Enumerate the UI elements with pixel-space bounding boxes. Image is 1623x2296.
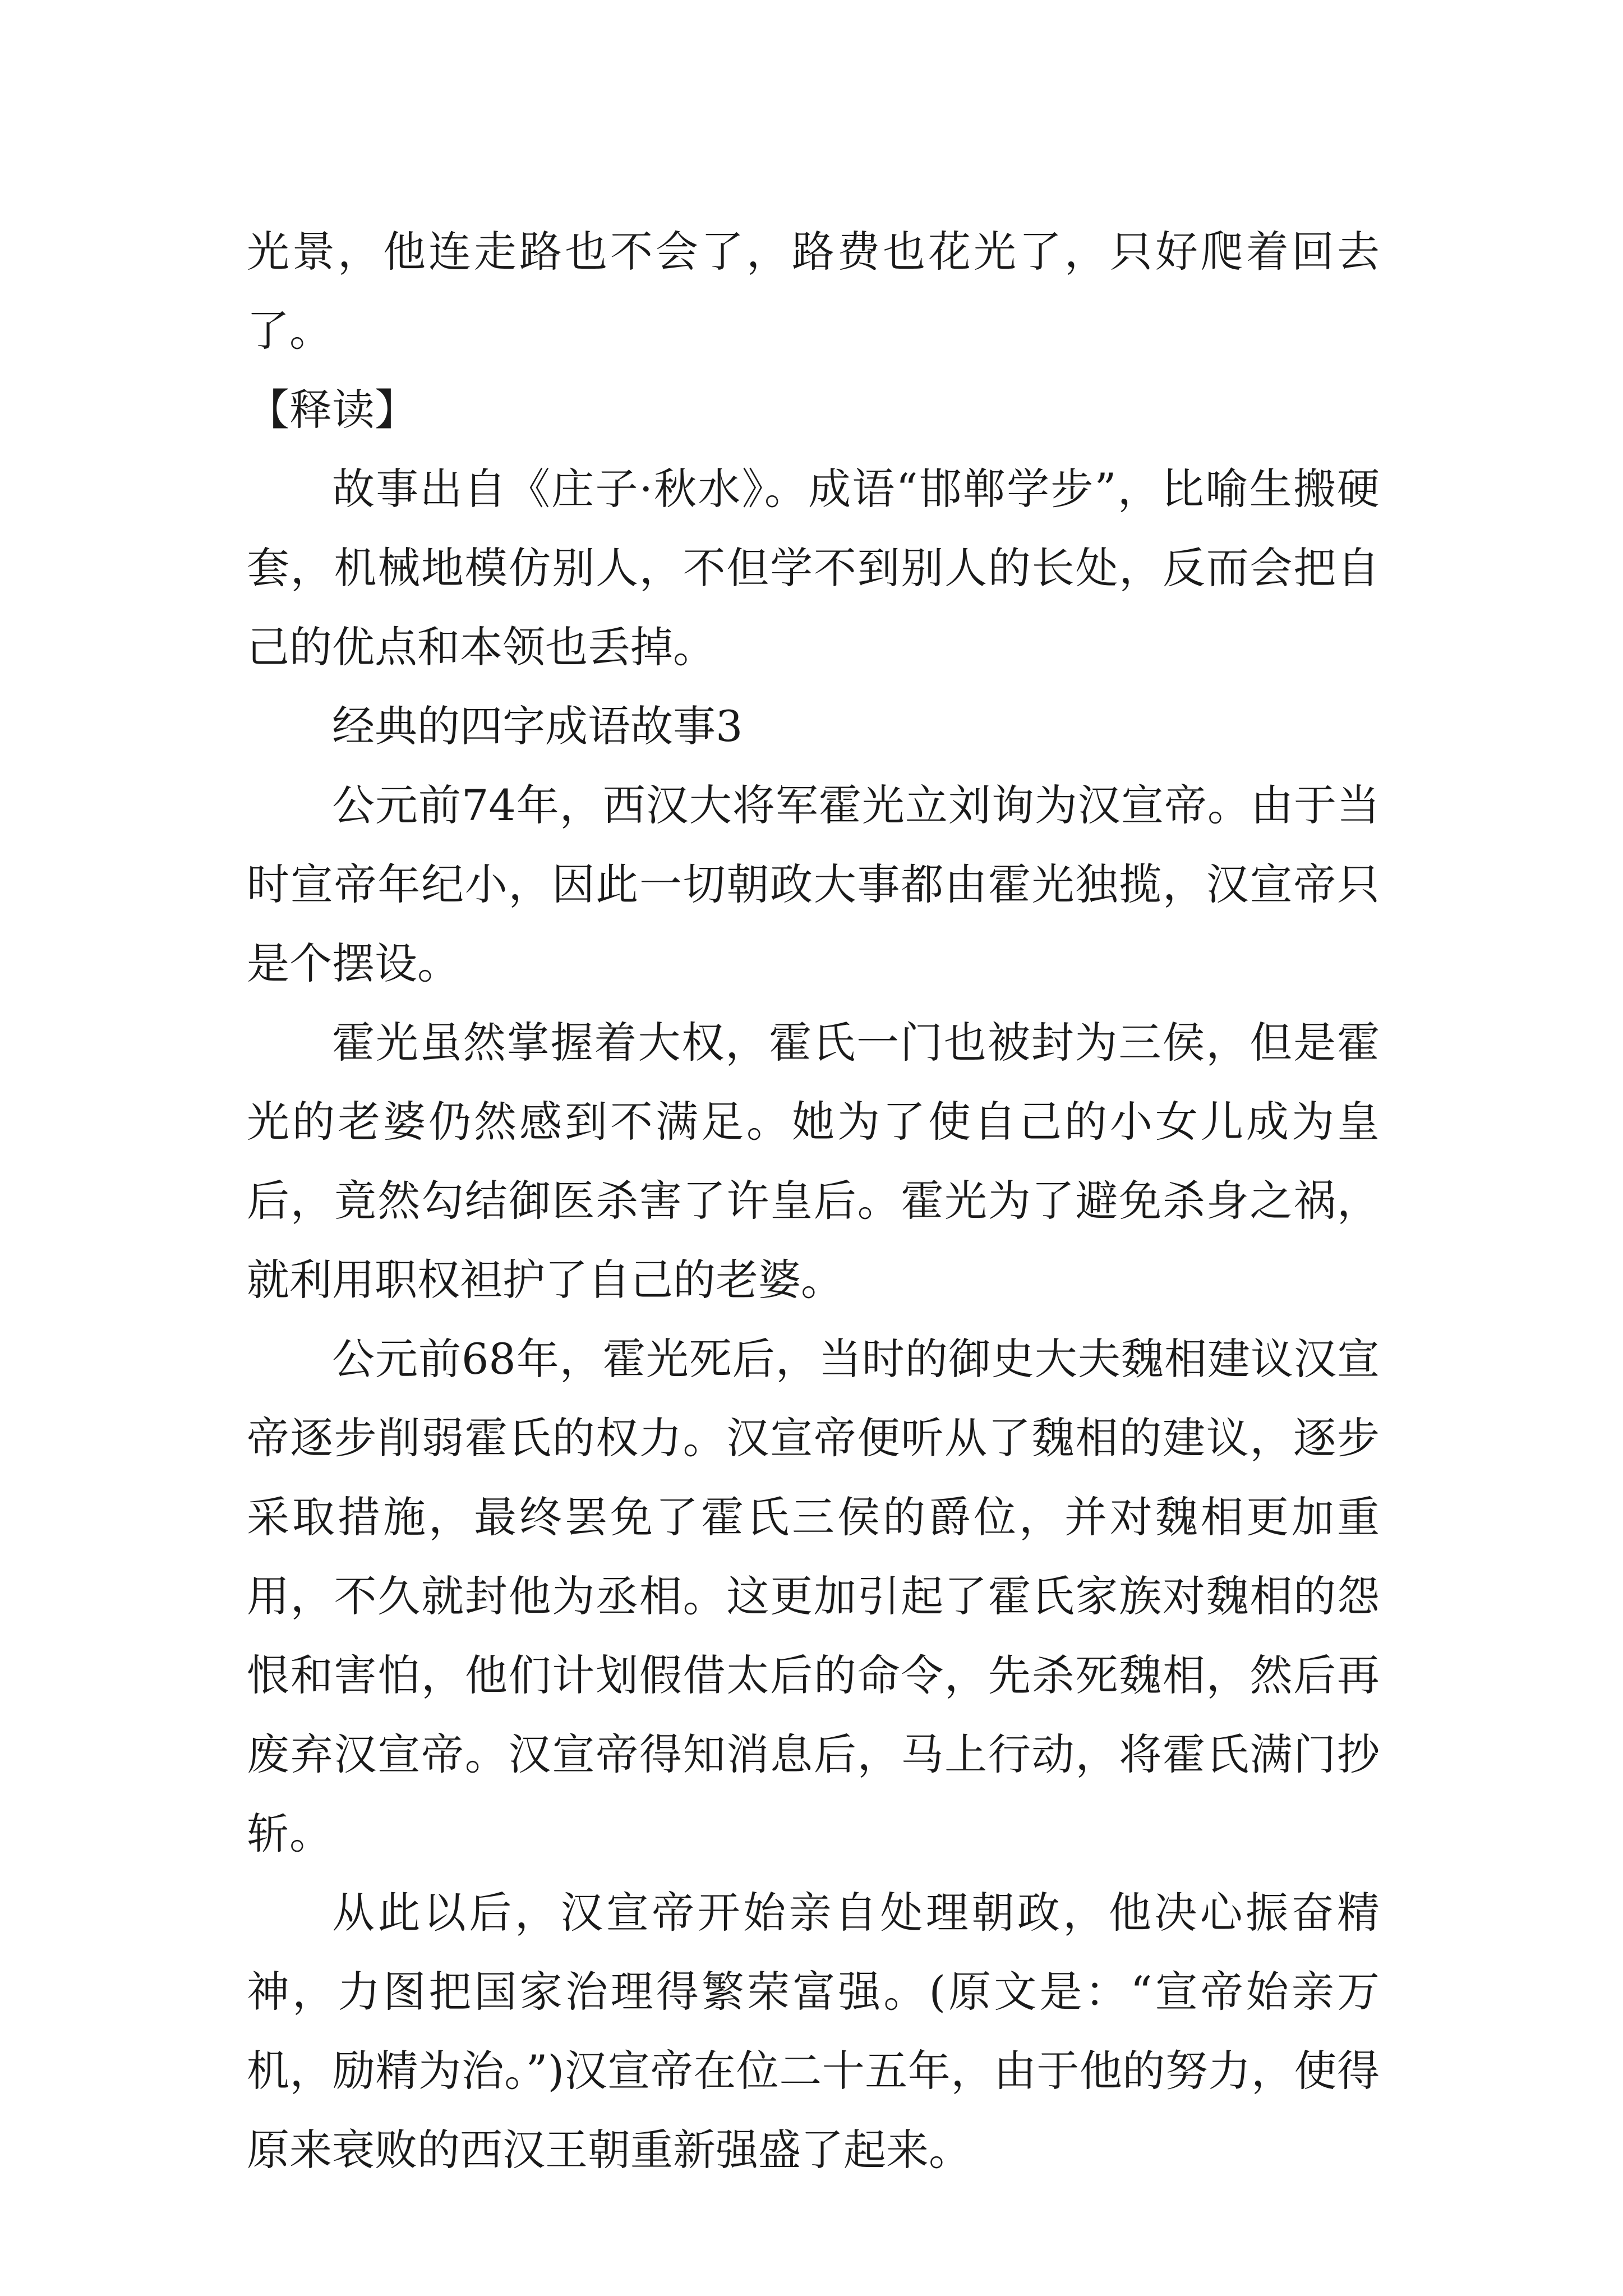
paragraph-story-weixiang: 公元前68年，霍光死后，当时的御史大夫魏相建议汉宣帝逐步削弱霍氏的权力。汉宣帝便听从了魏相的建议，逐步采取措施，最终罢免了霍氏三侯的爵位，并对魏相更加重用，不久就封他为丞相。这更加引起了霍氏家族对魏相的怨恨和害怕，他们计划假借太后的命令，先杀死魏相，然后再废弃汉宣帝。汉宣帝得知消息后，马上行动，将霍氏满门抄斩。 [247,1334,1380,1858]
story-heading: 经典的四字成语故事3 [332,701,743,751]
paragraph-explanation: 故事出自《庄子·秋水》。成语“邯郸学步”，比喻生搬硬套，机械地模仿别人，不但学不到别人的长处，反而会把自己的优点和本领也丢掉。 [247,464,1380,672]
paragraph-story-intro: 公元前74年，西汉大将军霍光立刘询为汉宣帝。由于当时宣帝年纪小，因此一切朝政大事都由霍光独揽，汉宣帝只是个摆设。 [247,780,1380,988]
section-label-explanation: 【释读】 [247,385,417,435]
paragraph-story-conclusion: 从此以后，汉宣帝开始亲自处理朝政，他决心振奋精神，力图把国家治理得繁荣富强。(原文是：“宣帝始亲万机，励精为治。”)汉宣帝在位二十五年，由于他的努力，使得原来衰败的西汉王朝重新强盛了起来。 [247,1888,1380,2175]
document-body [247,212,1380,2189]
paragraph-continuation: 光景，他连走路也不会了，路费也花光了，只好爬着回去了。 [247,227,1380,356]
paragraph-story-huoguang: 霍光虽然掌握着大权，霍氏一门也被封为三侯，但是霍光的老婆仍然感到不满足。她为了使自己的小女儿成为皇后，竟然勾结御医杀害了许皇后。霍光为了避免杀身之祸，就利用职权袒护了自己的老婆。 [247,1018,1380,1305]
